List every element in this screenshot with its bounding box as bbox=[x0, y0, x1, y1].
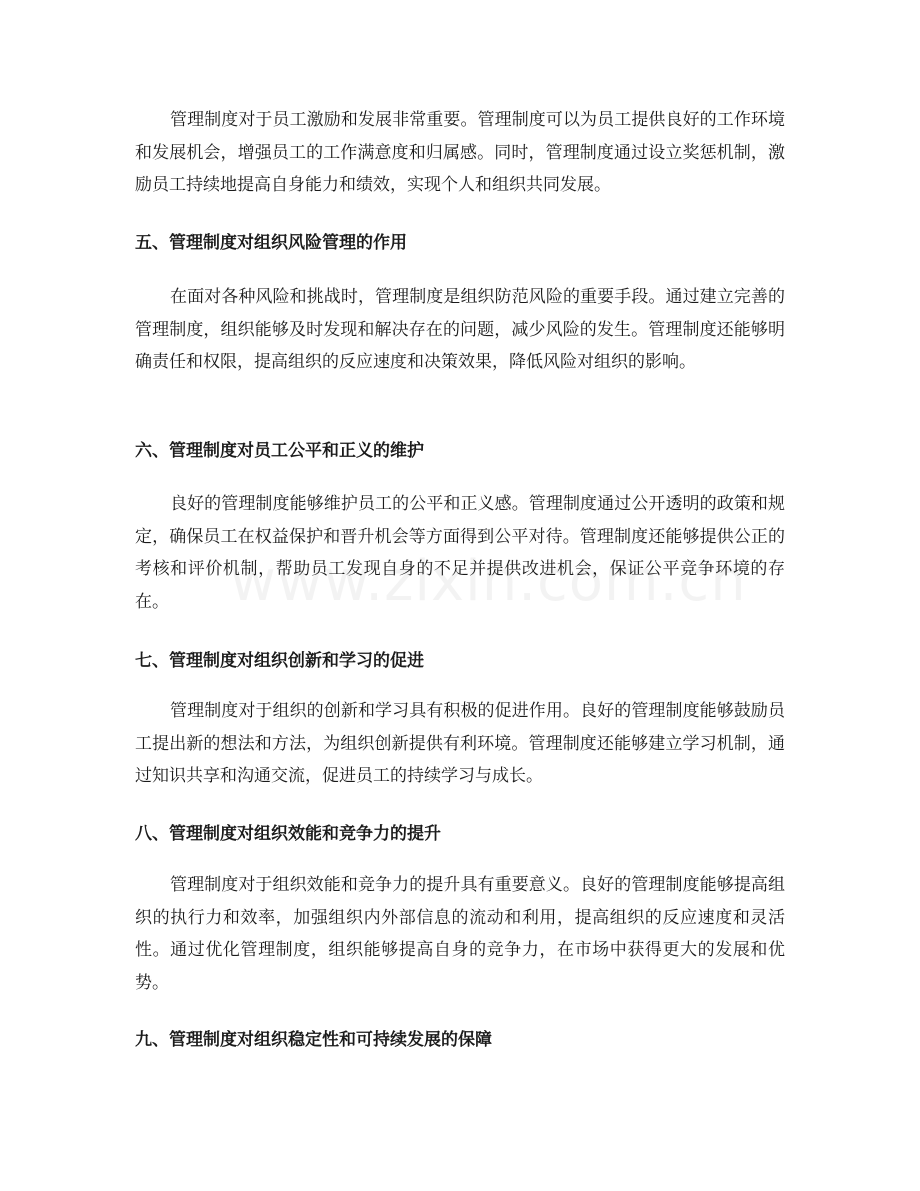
paragraph-innovation-learning: 管理制度对于组织的创新和学习具有积极的促进作用。良好的管理制度能够鼓励员工提出新的想法和方法，为组织创新提供有利环境。管理制度还能够建立学习机制，通过知识共享和沟通交流，促进员工的持续学习与成长。 bbox=[135, 701, 785, 786]
heading-section-5: 五、管理制度对组织风险管理的作用 bbox=[135, 233, 407, 253]
heading-section-9: 九、管理制度对组织稳定性和可持续发展的保障 bbox=[135, 1030, 492, 1050]
paragraph-fairness-justice: 良好的管理制度能够维护员工的公平和正义感。管理制度通过公开透明的政策和规定，确保员工在权益保护和晋升机会等方面得到公平对待。管理制度还能够提供公正的考核和评价机制，帮助员工发现自身的不足并提供改进机会，保证公平竞争环境的存在。 bbox=[135, 494, 785, 612]
heading-section-7: 七、管理制度对组织创新和学习的促进 bbox=[135, 651, 424, 671]
paragraph-employee-motivation: 管理制度对于员工激励和发展非常重要。管理制度可以为员工提供良好的工作环境和发展机会，增强员工的工作满意度和归属感。同时，管理制度通过设立奖惩机制，激励员工持续地提高自身能力和绩效，实现个人和组织共同发展。 bbox=[135, 110, 785, 195]
heading-section-6: 六、管理制度对员工公平和正义的维护 bbox=[135, 441, 424, 461]
heading-section-8: 八、管理制度对组织效能和竞争力的提升 bbox=[135, 824, 441, 844]
paragraph-risk-management: 在面对各种风险和挑战时，管理制度是组织防范风险的重要手段。通过建立完善的管理制度，组织能够及时发现和解决存在的问题，减少风险的发生。管理制度还能够明确责任和权限，提高组织的反应速度和决策效果，降低风险对组织的影响。 bbox=[135, 287, 785, 372]
paragraph-efficiency-competitiveness: 管理制度对于组织效能和竞争力的提升具有重要意义。良好的管理制度能够提高组织的执行力和效率，加强组织内外部信息的流动和利用，提高组织的反应速度和灵活性。通过优化管理制度，组织能够提高自身的竞争力，在市场中获得更大的发展和优势。 bbox=[135, 875, 785, 993]
